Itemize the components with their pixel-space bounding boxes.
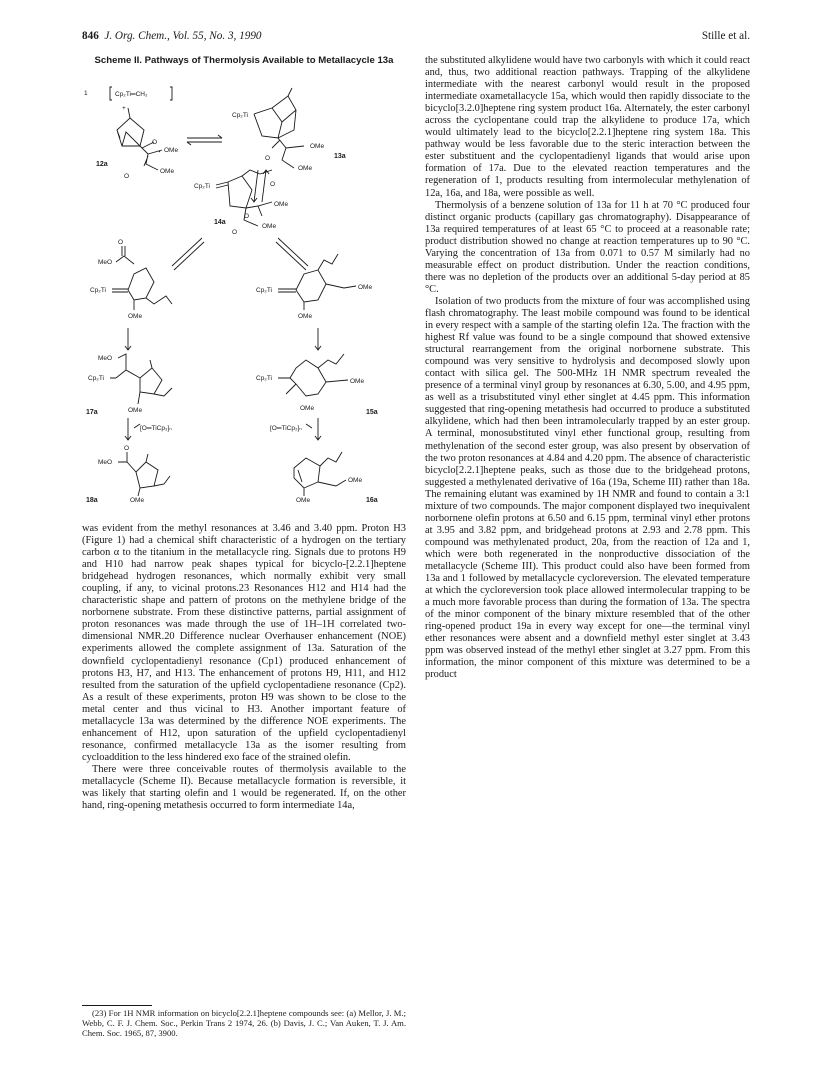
structure-13a xyxy=(232,88,346,188)
structure-12a xyxy=(96,108,178,180)
12a-o: O xyxy=(152,139,158,146)
13a-o-2: O xyxy=(270,181,276,188)
17a-meo: MeO xyxy=(98,355,113,362)
footnote-23: (23) For 1H NMR information on bicyclo[2.2.1]heptene compounds see: (a) Mellor, J. M.; Webb, C. F. J. Chem. Soc., Perkin Trans 2 1974, 26. (b) Davis, J. C.; Van Auken, T. J. Am. Chem. Soc. 1965, 87, 3900. xyxy=(82,1008,406,1038)
right-alk-cp2ti: Cp₂Ti xyxy=(256,287,273,294)
18a-o: O xyxy=(124,445,130,452)
structure-right-alkylidene xyxy=(256,254,372,320)
left-paragraph-1: was evident from the methyl resonances at 3.46 and 3.40 ppm. Proton H3 (Figure 1) had a chemical shift characteristic of a hydrogen on the tertiary carbon α to the titanium in the metallacycle ring. Signals due to protons H9 and H10 had narrow peak shapes typical for bicyclo-[2.2.1]heptene bridgehead hydrogen resonances, which normally exhibit very small coupling, if any, to vicinal protons.23 Resonances H12 and H14 had the characteristic shape and pattern of protons on the methylene bridge of the norbornene substrate. From these distinctive patterns, partial assignment of proton resonances was made through the use of 1H–1H correlated two-dimensional NMR.20 Difference nuclear Overhauser enhancement (NOE) experiments allowed the complete assignment of 13a. Saturation of the downfield cyclopentadienyl resonance (Cp1) produced enhancement of protons H3, H7, and H13. The enhancement of protons H9, H11, and H12 resulted from the saturation of the upfield cyclopentadiene resonance (Cp2). As a result of these experiments, proton H9 was shown to be close to the metal center and thus vicinal to H3. Another important feature of metallacycle 13a was determined by the difference NOE experiments. The enhancement of H12, upon saturation of the upfield cyclopentadienyl resonance, confirmed metallacycle 13a as the isomer resulting from cycloaddition to the less hindered exo face of the strained olefin. xyxy=(82,523,406,763)
structure-17a xyxy=(86,354,172,416)
18a-meo: MeO xyxy=(98,459,113,466)
structure-left-alkylidene xyxy=(90,239,172,320)
reagent-label: Cp₂Ti═CH₂ xyxy=(115,91,148,98)
right-alk-ome: OMe xyxy=(358,284,373,291)
18a-ome: OMe xyxy=(130,497,145,504)
left-alk-o: O xyxy=(118,239,124,246)
14a-ome-1: OMe xyxy=(274,201,289,208)
label-18a: 18a xyxy=(86,497,98,504)
header-left xyxy=(82,30,262,42)
journal-citation: J. Org. Chem., Vol. 55, No. 3, 1990 xyxy=(104,30,262,42)
plus-sign: + xyxy=(122,105,126,112)
label-13a: 13a xyxy=(334,153,346,160)
structure-16a xyxy=(294,452,378,504)
14a-o-2: O xyxy=(232,229,238,236)
15a-cp2ti: Cp₂Ti xyxy=(256,375,273,382)
page-number: 846 xyxy=(82,30,99,42)
right-paragraph-3: Isolation of two products from the mixture of four was accomplished using flash chromatography. The least mobile compound was found to be identical in every respect with a sample of the starting olefin 12a. The fraction with the highest Rf value was found to be a single compound that showed extensive structural rearrangement from the original norbornene substrate. This compound was very sensitive to hydrolysis and decomposed slowly upon contact with silica gel. The 500-MHz 1H NMR spectrum revealed the presence of a terminal vinyl group by resonances at 6.30, 5.00, and 4.95 ppm, as well as a trisubstituted vinyl ether singlet at 4.45 ppm. This information suggested that ring-opening metathesis had occurred to produce a substituted alkylidene, which had then been intramolecularly trapped by an ester group. A terminal, monosubstituted vinyl ether functional group, resulting from methylenation of the second ester group, was also present by observation of the two proton resonances at 4.84 and 4.20 ppm. The absence of characteristic bicyclo[2.2.1]heptene peaks, such as those due to the bridgehead protons, suggested a methylenated derivative of 16a (19a, Scheme III) rather than 18a. The remaining elutant was examined by 1H NMR and found to contain a 3:1 mixture of two compounds. The major component displayed two inequivalent norbornene olefin protons at 6.50 and 6.15 ppm, terminal vinyl ether protons at 3.95 and 3.82 ppm, and bridgehead protons at 2.93 and 2.78 ppm. This compound was methylenated product, 20a, from the reaction of 12a and 1, which were both regenerated in the nonproductive dissociation of the metallacycle (Scheme III). This product could also have been formed from 13a and 1 followed by metallacycle cycloreversion. The elevated temperature at which the cycloreversion took place allowed intermolecular trapping to be a much more favorable process than during the formation of 13a. The spectra of the minor component of the binary mixture resembled that of the other ring-opened product 19a in every way except for one—the terminal vinyl ether resonances were absent and a downfield methyl ester singlet at 3.43 ppm was observed instead of the methyl ether singlet at 3.27 ppm. From this information, the minor component of this mixture was determined to be a product xyxy=(425,295,750,681)
compound-1-label: 1 xyxy=(84,90,88,97)
structure-14a xyxy=(194,170,288,236)
oticp2-left: [O═TiCp₂]ₙ xyxy=(140,425,172,432)
14a-ome-2: OMe xyxy=(262,223,277,230)
left-column xyxy=(82,523,406,812)
arrow-15a-16a xyxy=(306,418,321,440)
label-15a: 15a xyxy=(366,409,378,416)
arrow-to-17a-path xyxy=(172,238,204,270)
arrow-to-15a-path xyxy=(276,238,308,270)
12a-o-2: O xyxy=(124,173,130,180)
scheme-title: Scheme II. Pathways of Thermolysis Available to Metallacycle 13a xyxy=(94,55,394,66)
header-authors: Stille et al. xyxy=(701,30,750,42)
14a-cp2ti: Cp₂Ti xyxy=(194,183,211,190)
equilibrium-arrow-1 xyxy=(187,135,222,145)
scheme-svg xyxy=(82,78,406,518)
12a-ome-2: OMe xyxy=(160,168,175,175)
scheme-figure xyxy=(82,78,406,518)
12a-ome-1: OMe xyxy=(164,147,179,154)
structure-15a xyxy=(256,354,378,416)
right-alk-ome-2: OMe xyxy=(298,313,313,320)
13a-ome-1: OMe xyxy=(310,143,325,150)
left-alk-meo: MeO xyxy=(98,259,113,266)
16a-ome-2: OMe xyxy=(296,497,311,504)
left-paragraph-2: There were three conceivable routes of thermolysis available to the metallacycle (Scheme II). Because metallacycle formation is reversible, it was likely that starting olefin and 1 would be regenerated. If, on the other hand, ring-opening metathesis occurred to form intermediate 14a, xyxy=(82,763,406,812)
right-paragraph-1: the substituted alkylidene would have two carbonyls with which it could react and, thus, two additional reaction pathways. Trapping of the alkylidene intermediate with the nearest carbonyl would result in the proposed intermediate oxametallacycle 15a, which would then rapidly dissociate to the bicyclo[3.2.0]heptene ring system product 16a. Alternately, the ester carbonyl across the cyclopentane could trap the alkylidene to produce 17a, which would ultimately lead to the bicyclo[2.2.1]heptene ring system 18a. This pathway would be less favorable due to the steric interaction between the ester substituent and the cyclopentadienyl ligands that would arise upon formation of 17a. Due to the elevated reaction temperatures and the regeneration of 1, products resulting from intermolecular methylenation of 12a, 16a, and 18a, were possible as well. xyxy=(425,55,750,199)
arrow-17a-18a xyxy=(125,418,140,440)
arrow-down-right xyxy=(315,328,321,350)
13a-cp2ti: Cp₂Ti xyxy=(232,112,249,119)
right-paragraph-2: Thermolysis of a benzene solution of 13a for 11 h at 70 °C produced four distinct organic products (capillary gas chromatography). Disappearance of 13a required temperatures of at least 65 °C to proceed at a reasonable rate; product distribution showed no change at reaction temperatures up to 90 °C. Varying the concentration of 13a from 0.071 to 0.57 M similarly had no measurable effect on product distribution. Under the reaction conditions, there was no depletion of the products over an additional 5-day period at 85 °C. xyxy=(425,199,750,295)
footnote-rule xyxy=(82,1005,152,1006)
16a-ome: OMe xyxy=(348,477,363,484)
left-alk-ome: OMe xyxy=(128,313,143,320)
label-17a: 17a xyxy=(86,409,98,416)
15a-ome: OMe xyxy=(350,378,365,385)
14a-o: O xyxy=(244,213,250,220)
equilibrium-arrow-2 xyxy=(251,170,269,202)
17a-ome: OMe xyxy=(128,407,143,414)
label-12a: 12a xyxy=(96,161,108,168)
17a-cp2ti: Cp₂Ti xyxy=(88,375,105,382)
15a-ome-2: OMe xyxy=(300,405,315,412)
structure-18a xyxy=(86,445,170,504)
right-column xyxy=(425,55,750,681)
13a-ome-2: OMe xyxy=(298,165,313,172)
oticp2-right: [O═TiCp₂]ₙ xyxy=(270,425,302,432)
running-header xyxy=(82,30,750,46)
label-16a: 16a xyxy=(366,497,378,504)
label-14a: 14a xyxy=(214,219,226,226)
13a-o: O xyxy=(265,155,271,162)
arrow-down-left xyxy=(125,328,131,350)
left-alk-cp2ti: Cp₂Ti xyxy=(90,287,107,294)
footnote xyxy=(82,1008,406,1038)
